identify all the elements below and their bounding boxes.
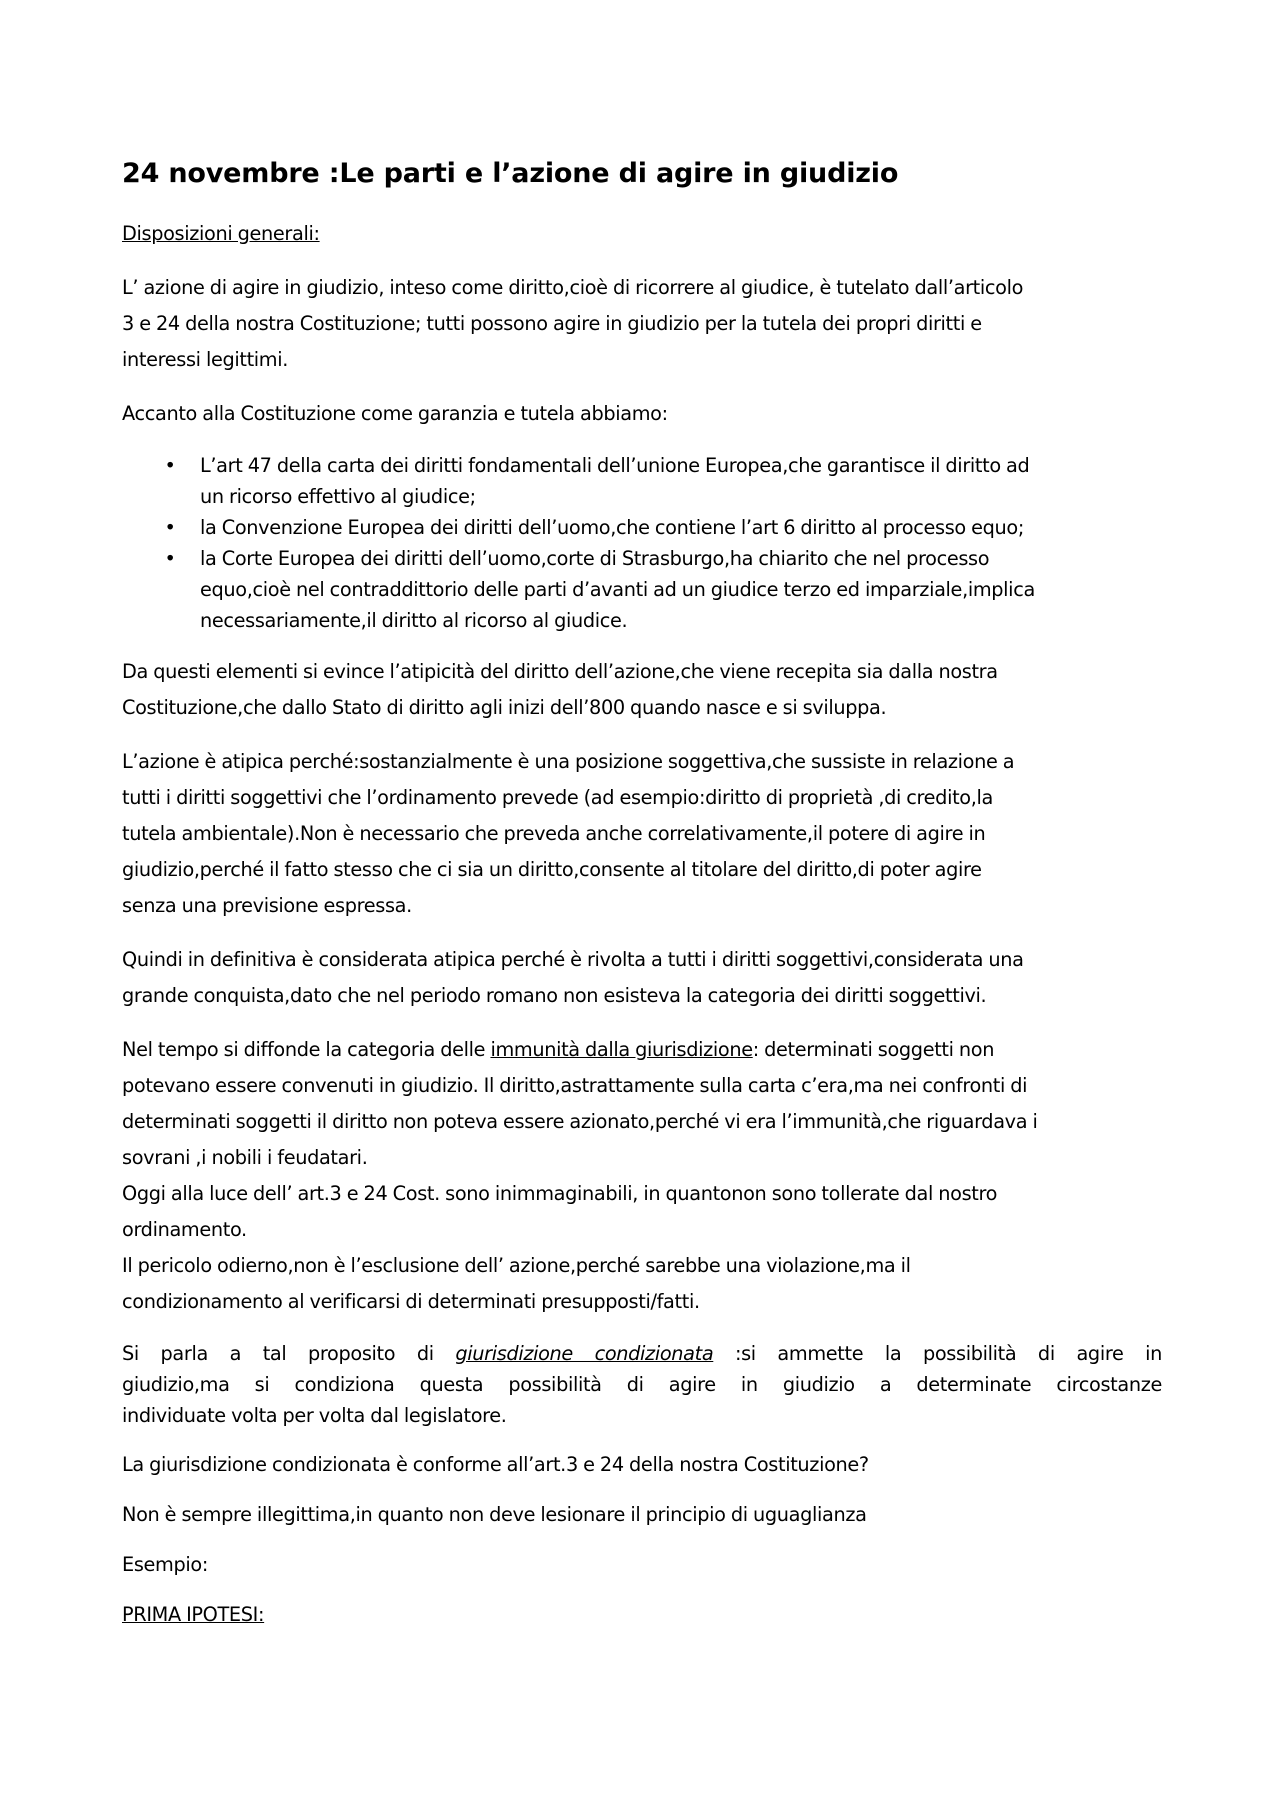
paragraph-7-text: :si ammette la possibilità di agire in bbox=[713, 1342, 1163, 1365]
list-item bbox=[122, 543, 1162, 636]
list-item-line: la Convenzione Europea dei diritti dell’uomo,che contiene l’art 6 diritto al processo equo; bbox=[200, 516, 1024, 539]
bullet-icon: • bbox=[164, 547, 176, 570]
section-heading bbox=[122, 216, 1162, 252]
paragraph-1-line: interessi legittimi. bbox=[122, 348, 289, 371]
paragraph-7-text: Si parla a tal proposito di bbox=[122, 1342, 456, 1365]
list-item-line: un ricorso effettivo al giudice; bbox=[200, 485, 476, 508]
paragraph-6-text: : determinati soggetti non bbox=[752, 1038, 995, 1061]
paragraph-4-line: tutti i diritti soggettivi che l’ordinamento prevede (ad esempio:diritto di proprietà ,di credito,la bbox=[122, 786, 993, 809]
paragraph-6 bbox=[122, 1032, 1162, 1320]
paragraph-6-line: condizionamento al verificarsi di determinati presupposti/fatti. bbox=[122, 1290, 700, 1313]
bullet-list bbox=[122, 450, 1162, 636]
paragraph-9: Non è sempre illegittima,in quanto non deve lesionare il principio di uguaglianza bbox=[122, 1503, 867, 1526]
paragraph-3 bbox=[122, 654, 1162, 726]
paragraph-5-line: grande conquista,dato che nel periodo romano non esisteva la categoria dei diritti soggettivi. bbox=[122, 984, 987, 1007]
paragraph-5 bbox=[122, 942, 1162, 1014]
paragraph-7-line bbox=[122, 1338, 1162, 1369]
first-hypothesis-heading: PRIMA IPOTESI: bbox=[122, 1603, 265, 1626]
list-item-line: L’art 47 della carta dei diritti fondamentali dell’unione Europea,che garantisce il diritto ad bbox=[200, 454, 1030, 477]
paragraph-4-line: L’azione è atipica perché:sostanzialmente è una posizione soggettiva,che sussiste in relazione a bbox=[122, 750, 1015, 773]
paragraph-1-line: 3 e 24 della nostra Costituzione; tutti possono agire in giudizio per la tutela dei propri diritti e bbox=[122, 312, 982, 335]
list-item-line: equo,cioè nel contraddittorio delle parti d’avanti ad un giudice terzo ed imparziale,implica bbox=[200, 578, 1035, 601]
paragraph-4-line: senza una previsione espressa. bbox=[122, 894, 412, 917]
paragraph-10: Esempio: bbox=[122, 1553, 208, 1576]
paragraph-6-line: Il pericolo odierno,non è l’esclusione dell’ azione,perché sarebbe una violazione,ma il bbox=[122, 1254, 911, 1277]
paragraph-7 bbox=[122, 1338, 1162, 1431]
page-title: 24 novembre :Le parti e l’azione di agire in giudizio bbox=[122, 158, 899, 189]
section-heading-text: Disposizioni generali: bbox=[122, 222, 320, 245]
paragraph-6-line: sovrani ,i nobili i feudatari. bbox=[122, 1146, 368, 1169]
paragraph-7-line: individuate volta per volta dal legislatore. bbox=[122, 1404, 507, 1427]
bullet-icon: • bbox=[164, 454, 176, 477]
paragraph-4 bbox=[122, 744, 1162, 924]
paragraph-6-line: ordinamento. bbox=[122, 1218, 247, 1241]
paragraph-3-line: Costituzione,che dallo Stato di diritto agli inizi dell’800 quando nasce e si sviluppa. bbox=[122, 696, 887, 719]
list-item-line: necessariamente,il diritto al ricorso al giudice. bbox=[200, 609, 628, 632]
paragraph-11 bbox=[122, 1599, 1162, 1631]
paragraph-4-line: tutela ambientale).Non è necessario che preveda anche correlativamente,il potere di agire in bbox=[122, 822, 986, 845]
bullet-icon: • bbox=[164, 516, 176, 539]
paragraph-6-text: Nel tempo si diffonde la categoria delle bbox=[122, 1038, 491, 1061]
paragraph-6-line bbox=[122, 1032, 1162, 1068]
paragraph-6-line: determinati soggetti il diritto non poteva essere azionato,perché vi era l’immunità,che riguardava i bbox=[122, 1110, 1038, 1133]
paragraph-2: Accanto alla Costituzione come garanzia e tutela abbiamo: bbox=[122, 402, 668, 425]
paragraph-3-line: Da questi elementi si evince l’atipicità del diritto dell’azione,che viene recepita sia dalla nostra bbox=[122, 660, 998, 683]
paragraph-1 bbox=[122, 270, 1162, 378]
list-item-line: la Corte Europea dei diritti dell’uomo,corte di Strasburgo,ha chiarito che nel processo bbox=[200, 547, 990, 570]
paragraph-6-line: potevano essere convenuti in giudizio. Il diritto,astrattamente sulla carta c’era,ma nei confronti di bbox=[122, 1074, 1028, 1097]
paragraph-5-line: Quindi in definitiva è considerata atipica perché è rivolta a tutti i diritti soggettivi,considerata una bbox=[122, 948, 1024, 971]
paragraph-6-line: Oggi alla luce dell’ art.3 e 24 Cost. sono inimmaginabili, in quantonon sono tollerate dal nostro bbox=[122, 1182, 998, 1205]
document-body bbox=[122, 150, 1162, 1649]
paragraph-7-line: giudizio,ma si condiziona questa possibilità di agire in giudizio a determinate circostanze bbox=[122, 1373, 1162, 1396]
immunity-term: immunità dalla giurisdizione bbox=[490, 1038, 753, 1061]
list-item bbox=[122, 450, 1162, 512]
paragraph-8: La giurisdizione condizionata è conforme all’art.3 e 24 della nostra Costituzione? bbox=[122, 1453, 869, 1476]
conditioned-jurisdiction-term: giurisdizione condizionata bbox=[455, 1342, 714, 1365]
paragraph-4-line: giudizio,perché il fatto stesso che ci sia un diritto,consente al titolare del diritto,di poter agire bbox=[122, 858, 982, 881]
list-item bbox=[122, 512, 1162, 543]
paragraph-1-line: L’ azione di agire in giudizio, inteso come diritto,cioè di ricorrere al giudice, è tutelato dall’articolo bbox=[122, 276, 1024, 299]
